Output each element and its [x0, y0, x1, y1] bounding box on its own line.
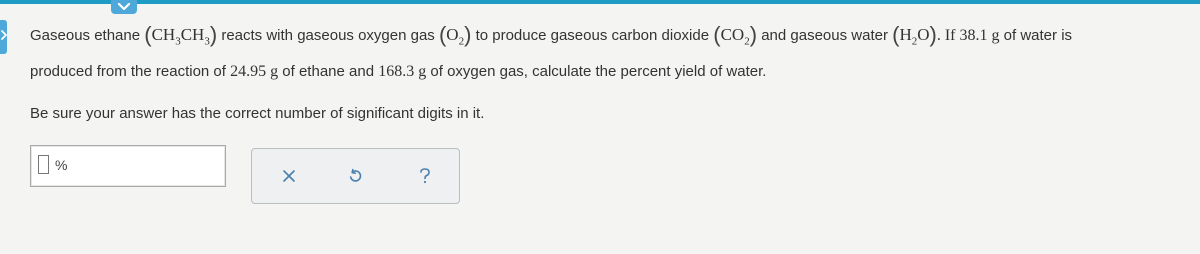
- ethane-formula: $CH_3CH_3$: [151, 25, 210, 48]
- question-text-segment: Gaseous ethane: [30, 27, 145, 44]
- unit-grams: g: [414, 63, 427, 80]
- water-mass-value: 38.1: [959, 27, 988, 44]
- percent-unit-label: %: [55, 157, 68, 173]
- help-button[interactable]: [412, 165, 438, 191]
- question-text-segment: to produce gaseous carbon dioxide: [471, 27, 714, 44]
- question-text-segment: of oxygen gas, calculate the percent yield of water.: [426, 63, 767, 80]
- question-text-segment: reacts with gaseous oxygen gas: [217, 27, 439, 44]
- undo-button[interactable]: [342, 165, 368, 191]
- chevron-down-icon: [117, 0, 131, 16]
- chevron-right-icon: [1, 28, 7, 46]
- question-text-segment: of ethane and: [278, 63, 379, 80]
- clear-button[interactable]: [276, 165, 302, 191]
- unit-grams: g: [987, 27, 1000, 44]
- oxygen-formula: $O_2$: [446, 25, 465, 48]
- instruction-text: Be sure your answer has the correct number of significant digits in it.: [30, 105, 485, 122]
- undo-icon: [347, 168, 363, 189]
- question-text-segment: and gaseous water: [757, 27, 893, 44]
- question-text-segment: . If: [936, 27, 960, 44]
- answer-entry-field[interactable]: [38, 155, 49, 174]
- answer-input[interactable]: [30, 145, 226, 187]
- x-icon: [282, 169, 296, 188]
- side-expand-tab[interactable]: [0, 20, 7, 54]
- question-text-segment: of water is: [999, 27, 1073, 44]
- question-line-1: Gaseous ethane $(CH_3CH_3)$ reacts with gaseous oxygen gas $(O_2)$ to produce gaseous carbon dioxide $(CO_2)$ and gaseous water $(H_2O)$. If 38.1 g of water is: [30, 22, 1073, 48]
- ethane-mass-value: 24.95: [230, 63, 267, 80]
- answer-action-panel: [251, 148, 460, 204]
- water-formula: $H_2O$: [899, 25, 930, 48]
- top-accent-bar: [0, 0, 1200, 4]
- carbon-dioxide-formula: $CO_2$: [720, 25, 750, 48]
- help-icon: [418, 167, 432, 190]
- question-text-segment: produced from the reaction of: [30, 63, 231, 80]
- collapse-tab[interactable]: [111, 0, 137, 14]
- oxygen-mass-value: 168.3: [378, 63, 415, 80]
- question-line-2: [30, 64, 766, 80]
- unit-grams: g: [266, 63, 279, 80]
